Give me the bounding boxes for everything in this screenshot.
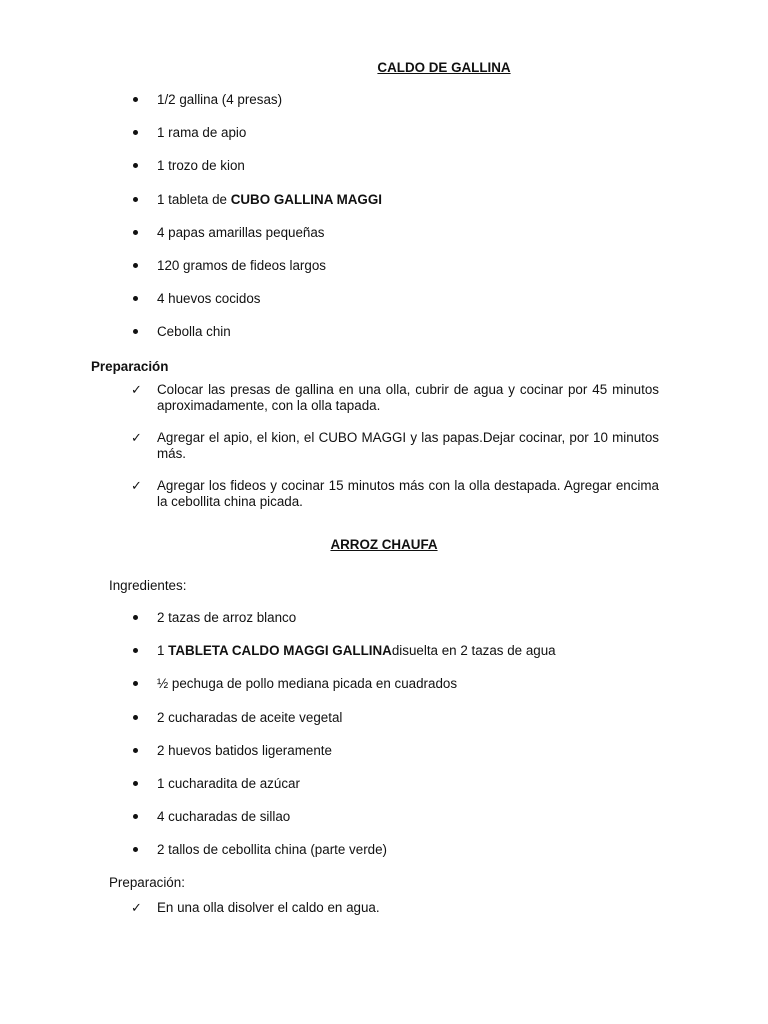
bullet-dot-icon — [133, 648, 138, 653]
ingredient-item — [131, 743, 661, 776]
bullet-dot-icon — [133, 296, 138, 301]
recipe2-preparation-heading: Preparación: — [109, 875, 185, 890]
ingredient-item — [131, 125, 661, 158]
ingredient-text-pre: 4 papas amarillas pequeñas — [157, 224, 325, 240]
recipe2-title: ARROZ CHAUFA — [330, 537, 438, 552]
preparation-step — [131, 430, 659, 462]
recipe2-steps-list — [131, 900, 659, 916]
ingredient-text-pre: ½ pechuga de pollo mediana picada en cuadrados — [157, 676, 458, 692]
ingredient-text-pre: 4 huevos cocidos — [157, 291, 261, 307]
bullet-dot-icon — [133, 814, 138, 819]
ingredient-text-bold: CUBO GALLINA MAGGI — [230, 191, 382, 207]
bullet-dot-icon — [133, 197, 138, 202]
ingredient-item — [131, 258, 661, 291]
bullet-dot-icon — [133, 615, 138, 620]
recipe2-ingredients-heading: Ingredientes: — [109, 578, 187, 593]
ingredient-text-post: disuelta en 2 tazas de agua — [391, 643, 556, 659]
ingredient-item — [131, 324, 661, 357]
ingredient-text-pre: 1 trozo de kion — [157, 158, 245, 174]
bullet-dot-icon — [133, 97, 138, 102]
ingredient-text-pre: 1 rama de apio — [157, 125, 247, 141]
ingredient-item — [131, 225, 661, 258]
ingredient-item — [131, 710, 661, 743]
ingredient-item — [131, 842, 661, 875]
recipe1-ingredient-list — [131, 92, 661, 358]
checkmark-icon: ✓ — [131, 430, 142, 445]
ingredient-text-pre: 2 cucharadas de aceite vegetal — [157, 709, 343, 725]
ingredient-item — [131, 776, 661, 809]
recipe1-title: CALDO DE GALLINA — [377, 60, 511, 75]
ingredient-text-pre: 1 — [157, 643, 169, 659]
bullet-dot-icon — [133, 681, 138, 686]
ingredient-item — [131, 610, 661, 643]
step-text: En una olla disolver el caldo en agua. — [157, 900, 380, 915]
bullet-dot-icon — [133, 263, 138, 268]
ingredient-text-pre: 4 cucharadas de sillao — [157, 809, 291, 825]
ingredient-text-pre: 2 huevos batidos ligeramente — [157, 742, 332, 758]
ingredient-text-bold: TABLETA CALDO MAGGI GALLINA — [168, 643, 392, 659]
preparation-step — [131, 900, 659, 916]
ingredient-item — [131, 192, 661, 225]
ingredient-item — [131, 291, 661, 324]
checkmark-icon: ✓ — [131, 382, 142, 397]
ingredient-text-pre: 2 tallos de cebollita china (parte verde) — [157, 842, 388, 858]
ingredient-item — [131, 158, 661, 191]
checkmark-icon: ✓ — [131, 478, 142, 493]
preparation-step — [131, 382, 659, 414]
preparation-step — [131, 478, 659, 510]
ingredient-item — [131, 809, 661, 842]
ingredient-item — [131, 92, 661, 125]
step-text: Colocar las presas de gallina en una olla, cubrir de agua y cocinar por 45 minutos aproximadamente, con la olla tapada. — [157, 382, 659, 413]
bullet-dot-icon — [133, 230, 138, 235]
recipe1-steps-list — [131, 382, 659, 526]
bullet-dot-icon — [133, 329, 138, 334]
step-text: Agregar el apio, el kion, el CUBO MAGGI y las papas.Dejar cocinar, por 10 minutos más. — [157, 430, 659, 461]
ingredient-text-pre: 1/2 gallina (4 presas) — [157, 92, 283, 107]
ingredient-text-pre: 1 tableta de — [157, 191, 231, 207]
bullet-dot-icon — [133, 847, 138, 852]
bullet-dot-icon — [133, 715, 138, 720]
checkmark-icon: ✓ — [131, 900, 142, 915]
step-text: Agregar los fideos y cocinar 15 minutos más con la olla destapada. Agregar encima la cebollita china picada. — [157, 478, 659, 509]
ingredient-text-pre: 1 cucharadita de azúcar — [157, 775, 300, 791]
bullet-dot-icon — [133, 163, 138, 168]
recipe1-preparation-heading: Preparación — [91, 359, 169, 374]
bullet-dot-icon — [133, 748, 138, 753]
ingredient-text-pre: Cebolla chin — [157, 324, 231, 340]
bullet-dot-icon — [133, 130, 138, 135]
ingredient-item — [131, 676, 661, 709]
ingredient-text-pre: 2 tazas de arroz blanco — [157, 610, 297, 625]
bullet-dot-icon — [133, 781, 138, 786]
recipe2-ingredient-list — [131, 610, 661, 876]
ingredient-text-pre: 120 gramos de fideos largos — [157, 257, 326, 273]
ingredient-item — [131, 643, 661, 676]
